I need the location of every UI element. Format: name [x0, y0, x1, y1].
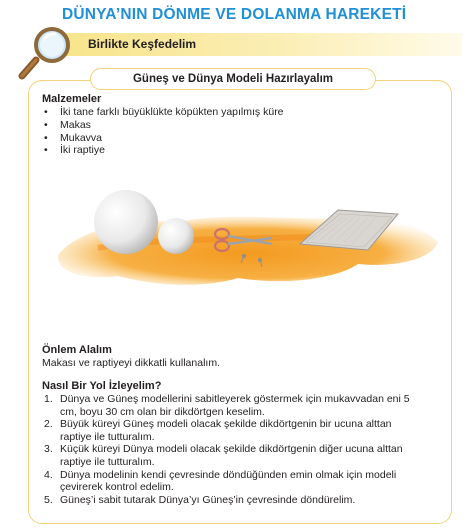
list-item: 3. Küçük küreyi Dünya modeli olacak şekilde dikdörtgenin diğer ucuna alttan raptiye ile tutturalım.	[44, 443, 403, 468]
list-item: 5. Güneş’i sabit tutarak Dünya’yı Güneş’in çevresinde döndürelim.	[44, 493, 356, 506]
list-item: • İki raptiye	[42, 144, 442, 157]
list-item: • İki tane farklı büyüklükte köpükten yapılmış küre	[42, 106, 442, 119]
section-band	[56, 33, 462, 56]
list-item: 4. Dünya modelinin kendi çevresinde döndüğünden emin olmak için modeli çevirerek kontrol edelim.	[44, 468, 397, 494]
materials-illustration	[38, 160, 448, 300]
materials-list	[42, 106, 442, 157]
small-foam-ball	[158, 218, 194, 254]
magnifier-icon	[18, 24, 76, 82]
big-foam-ball	[94, 190, 158, 254]
list-item: • Mukavva	[42, 132, 442, 145]
section-label: Birlikte Keşfedelim	[88, 37, 197, 51]
caution-text: Makası ve raptiyeyi dikkatli kullanalım.	[42, 357, 220, 369]
list-item: 2. Büyük küreyi Güneş modeli olacak şekilde dikdörtgenin bir ucuna alttan raptiye ile tutturalım.	[44, 418, 392, 443]
card-title: Güneş ve Dünya Modeli Hazırlayalım	[90, 68, 376, 90]
procedure-heading: Nasıl Bir Yol İzleyelim?	[42, 380, 162, 392]
list-item: • Makas	[42, 119, 442, 132]
list-item: 1. Dünya ve Güneş modellerini sabitleyerek göstermek için mukavvadan eni 5 cm, boyu 30 cm olan bir dikdörtgen keselim.	[44, 393, 410, 418]
caution-heading: Önlem Alalım	[42, 344, 112, 356]
procedure-steps	[42, 393, 446, 506]
page-title: DÜNYA’NIN DÖNME VE DOLANMA HAREKETİ	[62, 6, 407, 23]
materials-heading: Malzemeler	[42, 93, 102, 105]
